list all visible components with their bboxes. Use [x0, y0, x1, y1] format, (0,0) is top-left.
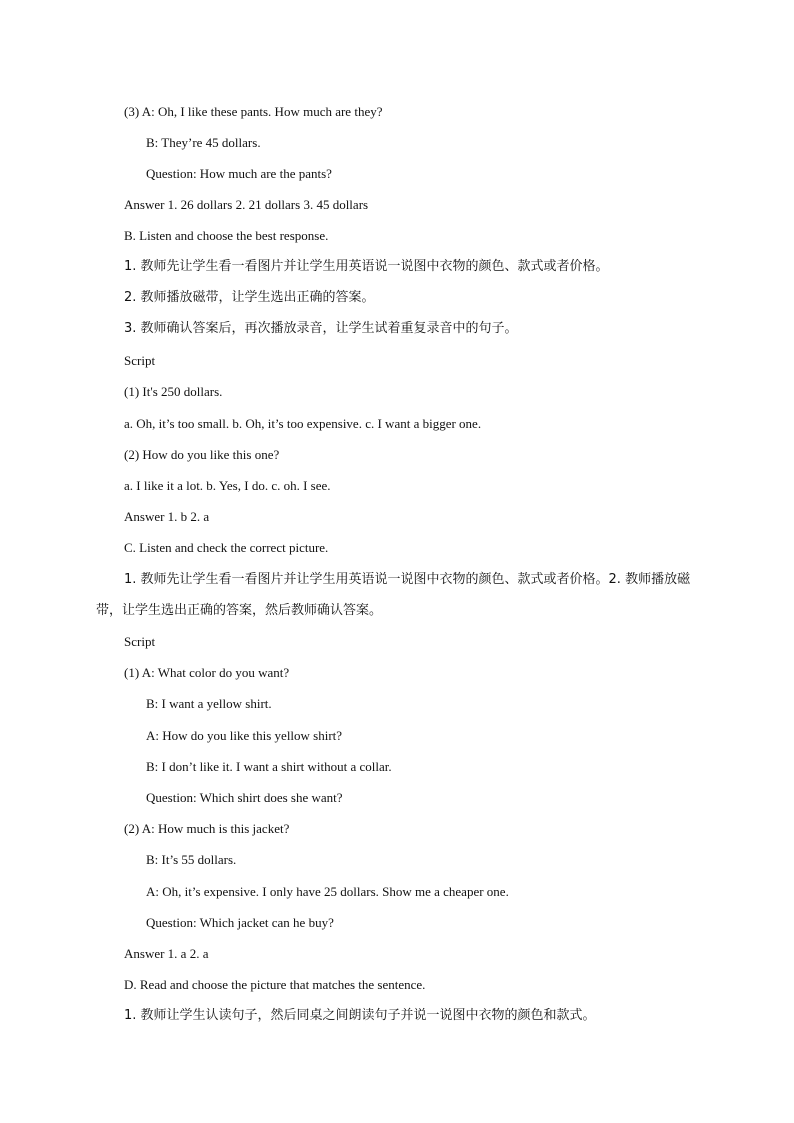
section-c-dialogue-2-a2: A: Oh, it’s expensive. I only have 25 dollars. Show me a cheaper one. — [146, 884, 509, 899]
section-b-script-2: (2) How do you like this one? — [124, 447, 280, 462]
section-c-dialogue-2-a: (2) A: How much is this jacket? — [124, 821, 290, 836]
section-b-options-2: a. I like it a lot. b. Yes, I do. c. oh. I see. — [124, 478, 331, 493]
section-b-answer: Answer 1. b 2. a — [124, 509, 210, 524]
section-b-script-label: Script — [124, 353, 156, 368]
section-b-heading: B. Listen and choose the best response. — [124, 228, 329, 243]
section-a-answer: Answer 1. 26 dollars 2. 21 dollars 3. 45 dollars — [124, 197, 369, 212]
section-b-step-3: 3. 教师确认答案后，再次播放录音，让学生试着重复录音中的句子。 — [124, 321, 518, 336]
section-c-steps: 1. 教师先让学生看一看图片并让学生用英语说一说图中衣物的颜色、款式或者价格。2. 教师播放磁带，让学生选出正确的答案，然后教师确认答案。 — [96, 572, 691, 618]
section-c-dialogue-1-a: (1) A: What color do you want? — [124, 665, 290, 680]
section-b-step-2: 2. 教师播放磁带，让学生选出正确的答案。 — [124, 290, 375, 305]
section-c-heading: C. Listen and check the correct picture. — [124, 540, 329, 555]
dialogue-3-line-a: (3) A: Oh, I like these pants. How much are they? — [124, 104, 383, 119]
section-d-step-1: 1. 教师让学生认读句子，然后同桌之间朗读句子并说一说图中衣物的颜色和款式。 — [124, 1008, 596, 1023]
section-c-answer: Answer 1. a 2. a — [124, 946, 209, 961]
section-c-question-1: Question: Which shirt does she want? — [146, 790, 343, 805]
section-c-dialogue-1-b: B: I want a yellow shirt. — [146, 696, 272, 711]
dialogue-3-line-b: B: They’re 45 dollars. — [146, 135, 261, 150]
section-b-options-1: a. Oh, it’s too small. b. Oh, it’s too expensive. c. I want a bigger one. — [124, 416, 482, 431]
section-c-dialogue-1-a2: A: How do you like this yellow shirt? — [146, 728, 343, 743]
section-c-dialogue-1-b2: B: I don’t like it. I want a shirt without a collar. — [146, 759, 392, 774]
dialogue-3-question: Question: How much are the pants? — [146, 166, 332, 181]
section-c-dialogue-2-b: B: It’s 55 dollars. — [146, 852, 237, 867]
section-c-question-2: Question: Which jacket can he buy? — [146, 915, 334, 930]
section-c-script-label: Script — [124, 634, 156, 649]
section-b-script-1: (1) It's 250 dollars. — [124, 384, 223, 399]
section-d-heading: D. Read and choose the picture that matches the sentence. — [124, 977, 426, 992]
section-b-step-1: 1. 教师先让学生看一看图片并让学生用英语说一说图中衣物的颜色、款式或者价格。 — [124, 259, 609, 274]
